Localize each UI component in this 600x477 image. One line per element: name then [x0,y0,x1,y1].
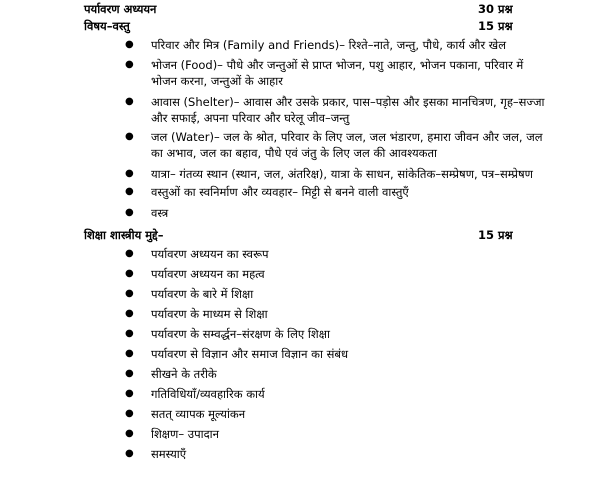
bullet-icon: ● [125,388,134,399]
bullet-icon: ● [125,408,134,419]
list-item-text: वस्त्र [151,206,169,220]
list-item-text: पर्यावरण के माध्यम से शिक्षा [151,307,268,321]
list-item-text: शिक्षण– उपादान [151,427,220,441]
list-item-text: परिवार और मित्र (Family and Friends)– रिश्ते–नाते, जन्तु, पौधे, कार्य और खेल [151,38,507,52]
list-item-text: गतिविधियाँ/व्यवहारिक कार्य [151,387,265,401]
question-count-environment-studies: 30 प्रश्न [478,2,513,16]
list-item-text: सतत् व्यापक मूल्यांकन [151,407,246,421]
list-item-text: यात्रा– गंतव्य स्थान (स्थान, जल, अंतरिक्ष), यात्रा के साधन, सांकेतिक–सम्प्रेषण, पत्र–सम्प्रेषण [151,167,533,181]
bullet-icon: ● [125,96,134,107]
list-item-text: भोजन (Food)– पौधे और जन्तुओं से प्राप्त भोजन, पशु आहार, भोजन पकाना, परिवार में भोजन करना, जन्तुओं के आहार [151,58,524,88]
section-pedagogical-issues [0,228,600,244]
list-item-text: पर्यावरण अध्ययन का स्वरूप [151,247,269,261]
list-item-text: वस्तुओं का स्वनिर्माण और व्यवहार– मिट्टी से बनने वाली वास्तुएँ [151,185,409,199]
list-item-text: समस्याएँ [151,447,187,461]
bullet-icon: ● [125,288,134,299]
list-item-text: जल (Water)– जल के श्रोत, परिवार के लिए जल, जल भंडारण, हमारा जीवन और जल, जल का अभाव, जल का बहाव, पौधे एवं जंतु के लिए जल की आवश्यकता [151,130,543,160]
bullet-icon: ● [125,368,134,379]
list-item-text: पर्यावरण के सम्वर्द्धन–संरक्षण के लिए शिक्षा [151,327,330,341]
bullet-icon: ● [125,248,134,259]
bullet-icon: ● [125,59,134,70]
section-content [0,19,600,35]
bullet-icon: ● [125,448,134,459]
bullet-icon: ● [125,268,134,279]
list-item-text: आवास (Shelter)– आवास और उसके प्रकार, पास–पड़ोस और इसका मानचित्रण, गृह–सज्जा और सफाई, अपना परिवार और घरेलू जीव–जन्तु [151,95,545,125]
bullet-icon: ● [125,428,134,439]
section-title-content: विषय–वस्तु [84,19,130,33]
question-count-pedagogical-issues: 15 प्रश्न [478,228,513,242]
bullet-icon: ● [125,131,134,142]
bullet-icon: ● [125,308,134,319]
bullet-icon: ● [125,186,134,197]
list-item-text: सीखने के तरीके [151,367,217,381]
section-environment-studies [0,2,600,18]
list-item-text: पर्यावरण अध्ययन का महत्व [151,267,265,281]
list-item-text: पर्यावरण के बारे में शिक्षा [151,287,254,301]
question-count-content: 15 प्रश्न [478,19,513,33]
bullet-icon: ● [125,168,134,179]
bullet-icon: ● [125,39,134,50]
bullet-icon: ● [125,328,134,339]
bullet-icon: ● [125,348,134,359]
bullet-icon: ● [125,207,134,218]
section-title-environment-studies: पर्यावरण अध्ययन [84,2,157,16]
section-title-pedagogical-issues: शिक्षा शास्त्रीय मुद्दे– [84,228,164,242]
list-item-text: पर्यावरण से विज्ञान और समाज विज्ञान का संबंध [151,347,349,361]
